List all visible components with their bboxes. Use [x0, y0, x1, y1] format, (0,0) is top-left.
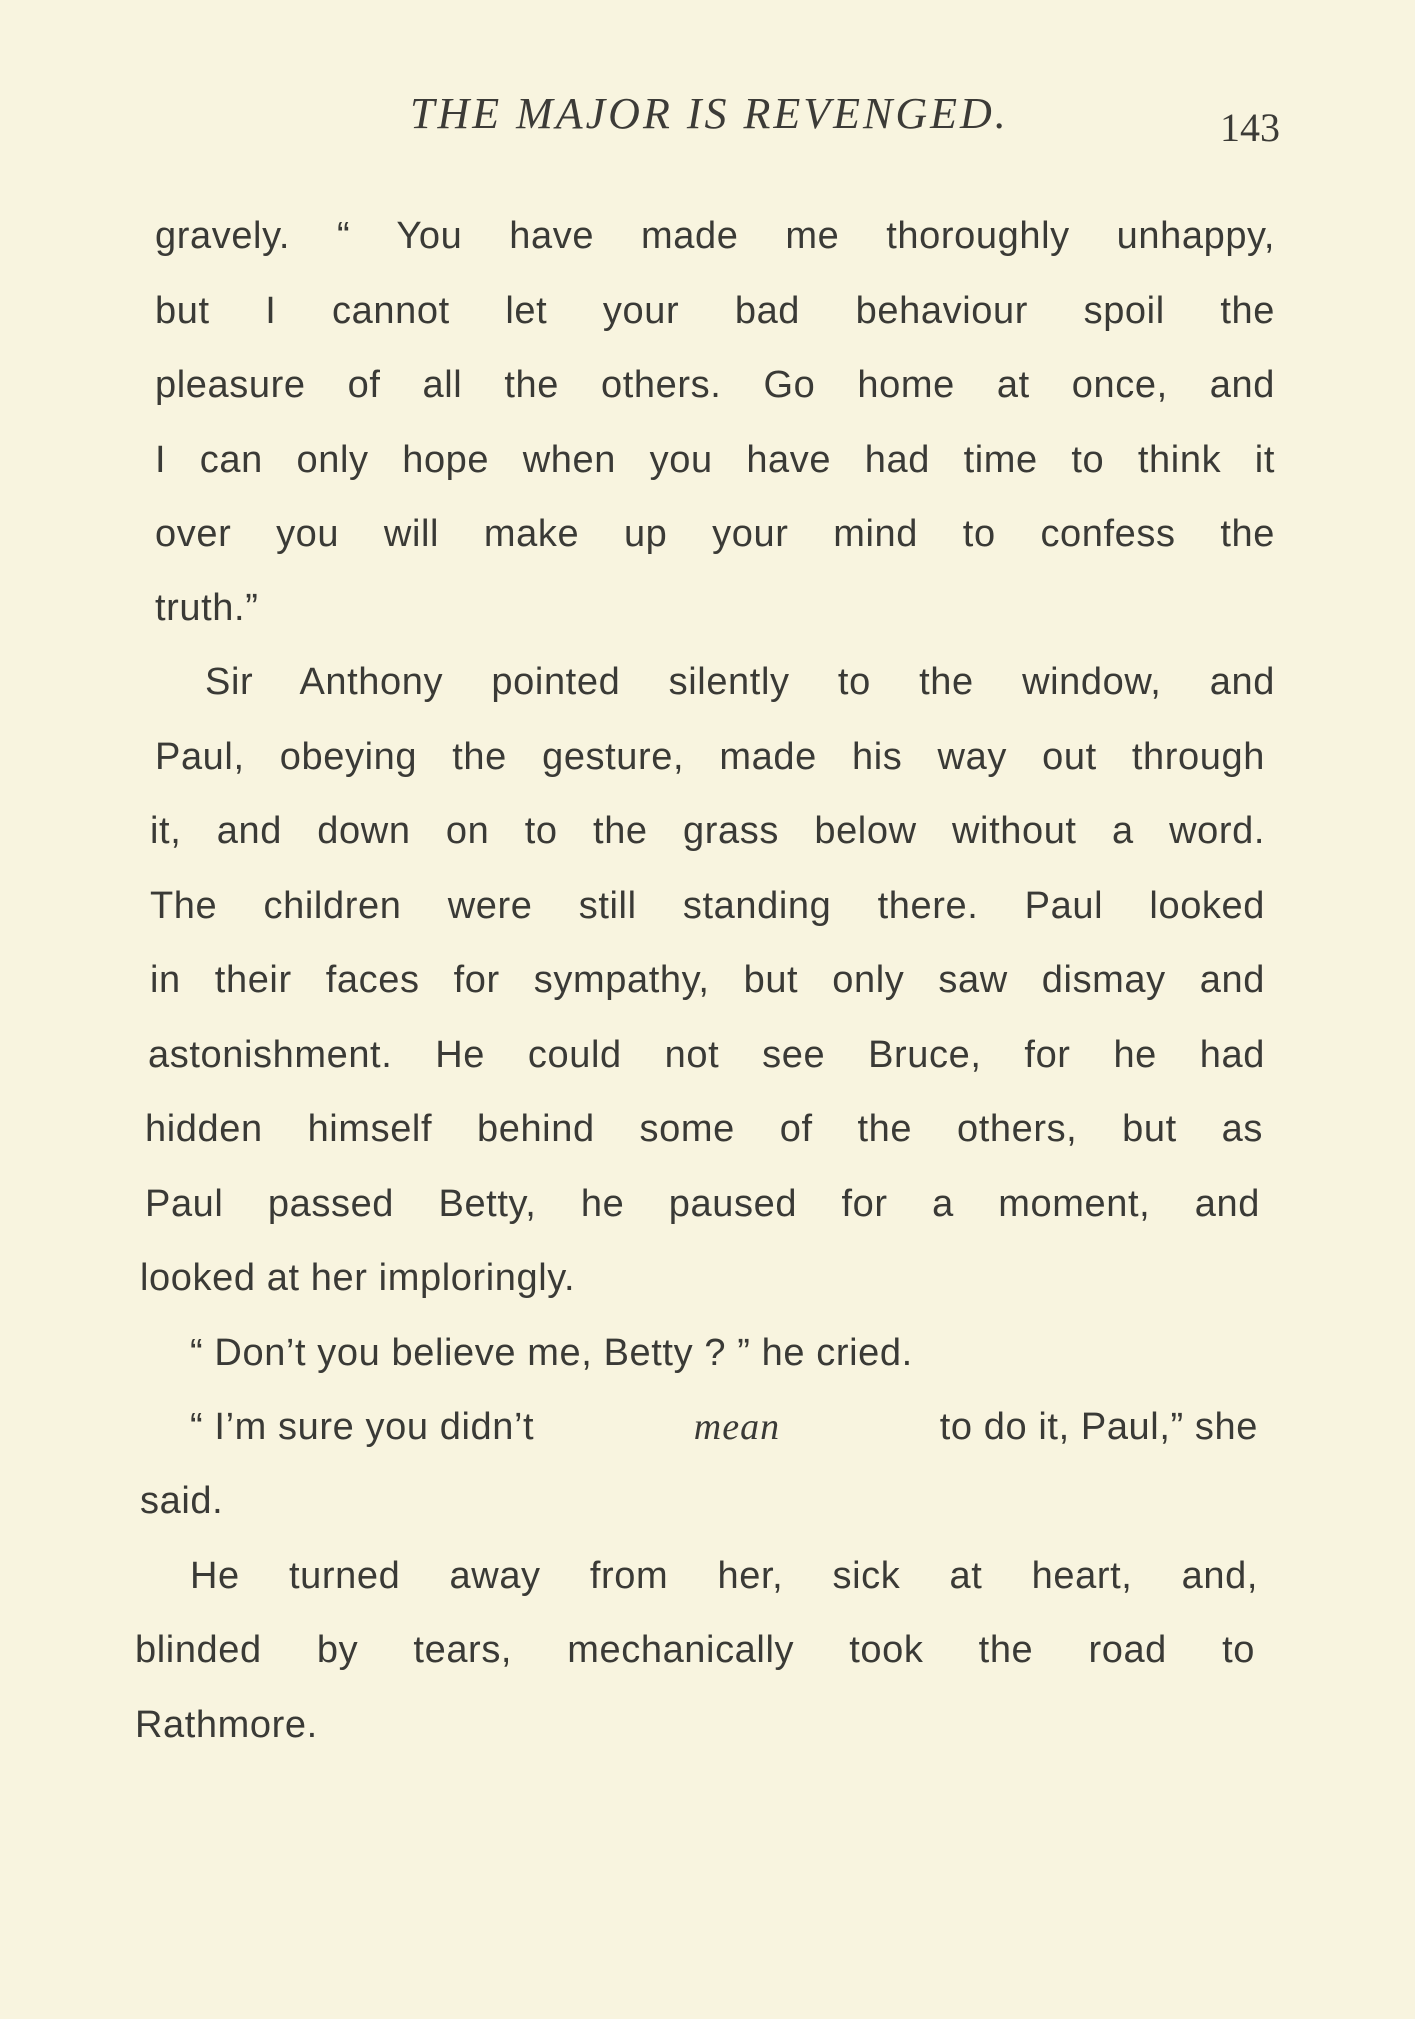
text-line: “ Don’t you believe me, Betty ? ” he cried.: [190, 1332, 913, 1374]
text-line: gravely. “ You have made me thoroughly unhappy,: [155, 215, 1275, 257]
text-segment: “ I’m sure you didn’t: [190, 1406, 546, 1448]
text-line: I can only hope when you have had time to think it: [155, 439, 1275, 481]
text-line: Paul, obeying the gesture, made his way out through: [155, 736, 1265, 778]
text-line: He turned away from her, sick at heart, and,: [190, 1555, 1258, 1597]
text-line: Paul passed Betty, he paused for a moment, and: [145, 1183, 1260, 1225]
emphasis-word: mean: [693, 1406, 781, 1448]
text-line-with-emphasis: [190, 1397, 1258, 1457]
running-title: THE MAJOR IS REVENGED.: [410, 89, 1009, 138]
text-line: truth.”: [155, 587, 259, 629]
page-number: 143: [1220, 105, 1280, 150]
text-line: The children were still standing there. Paul looked: [150, 885, 1265, 927]
text-line: said.: [140, 1480, 224, 1522]
text-segment: to do it, Paul,” she: [928, 1406, 1258, 1448]
text-line: but I cannot let your bad behaviour spoil the: [155, 290, 1275, 332]
text-line: pleasure of all the others. Go home at once, and: [155, 364, 1275, 406]
text-line: over you will make up your mind to confess the: [155, 513, 1275, 555]
text-line: Sir Anthony pointed silently to the window, and: [205, 661, 1275, 703]
text-line: hidden himself behind some of the others, but as: [145, 1108, 1263, 1150]
text-line: it, and down on to the grass below without a word.: [150, 810, 1265, 852]
text-line: astonishment. He could not see Bruce, for he had: [148, 1034, 1265, 1076]
text-line: looked at her imploringly.: [140, 1257, 576, 1299]
text-line: Rathmore.: [135, 1704, 318, 1746]
text-line: in their faces for sympathy, but only saw dismay and: [150, 959, 1265, 1001]
text-line: blinded by tears, mechanically took the road to: [135, 1629, 1255, 1671]
